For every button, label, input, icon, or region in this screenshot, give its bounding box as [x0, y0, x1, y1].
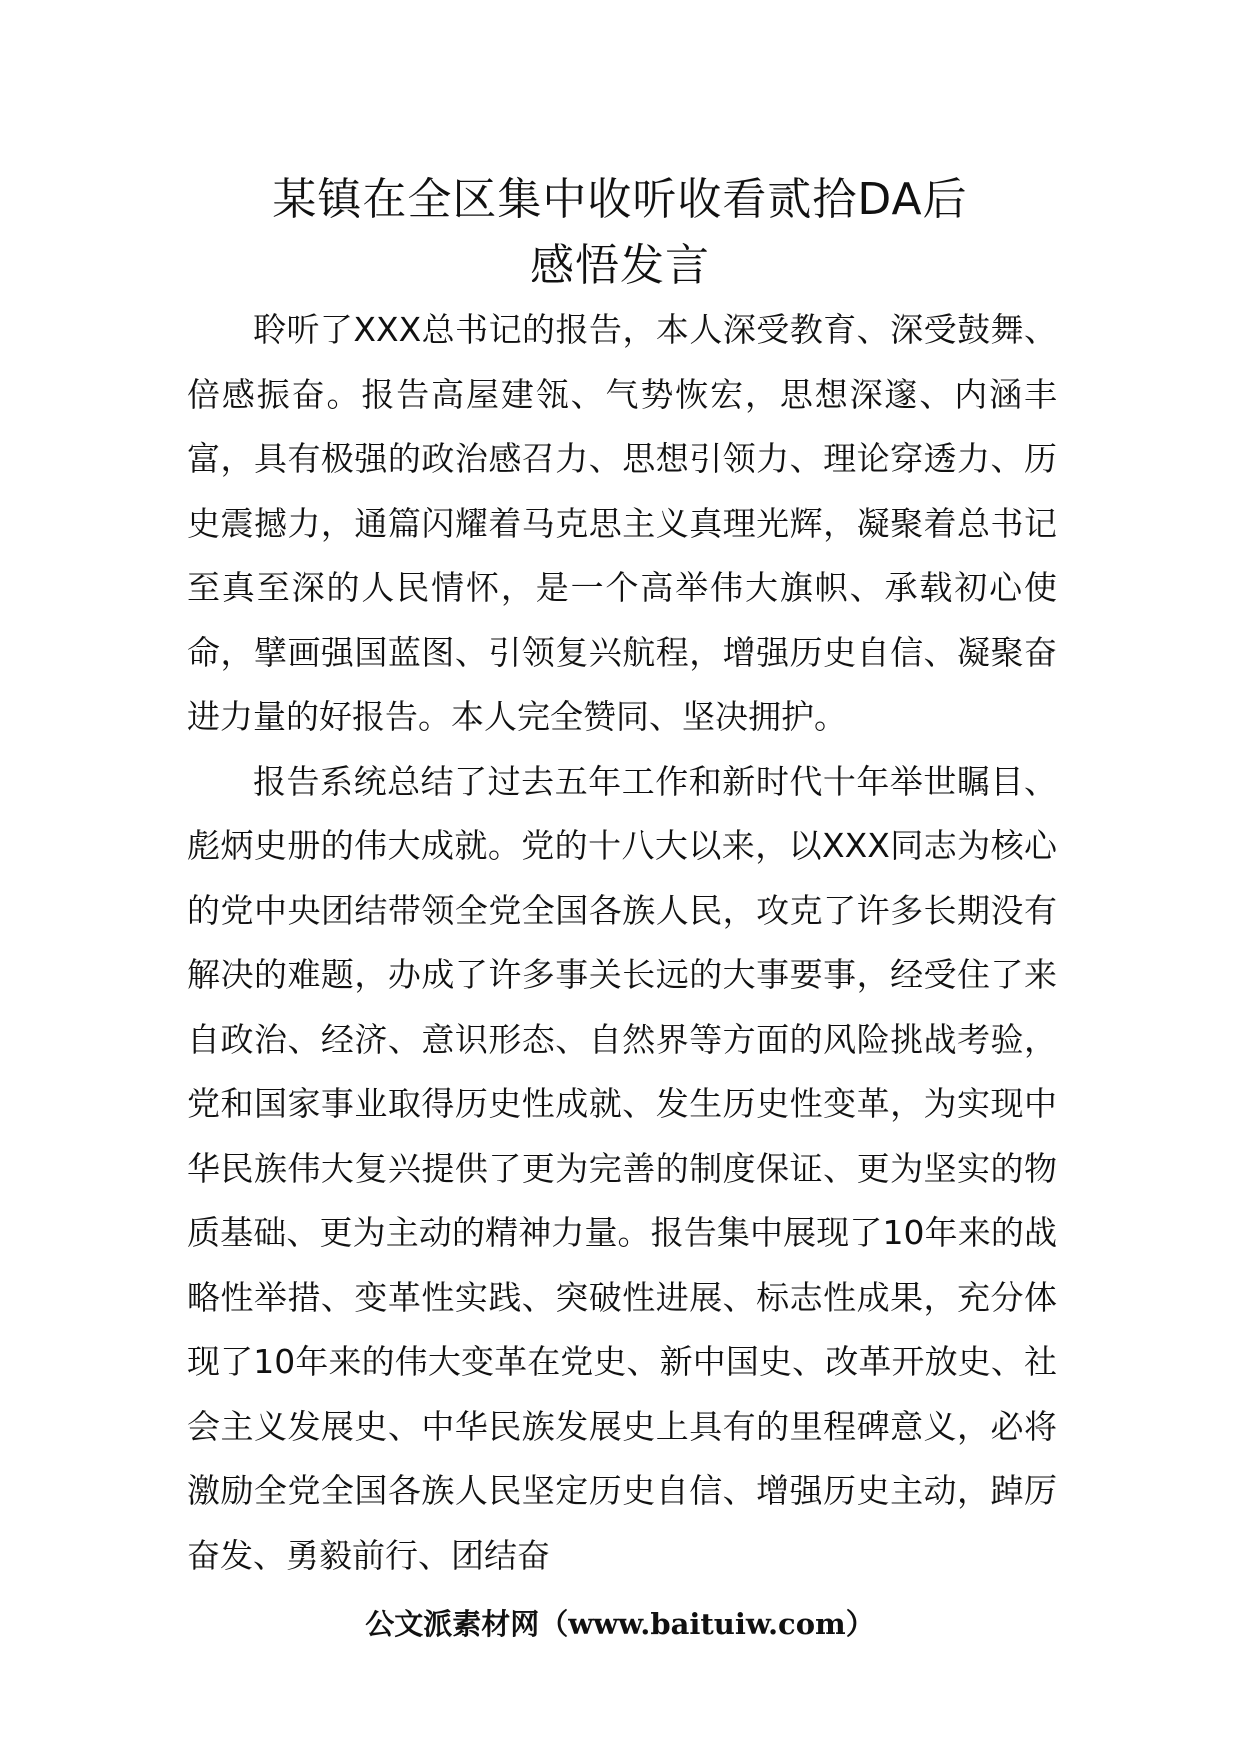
- footer-source-watermark: 公文派素材网（www.baituiw.com）: [365, 1607, 875, 1641]
- document-title-line-1: 某镇在全区集中收听收看贰拾DA后: [272, 174, 968, 225]
- paragraph-1: 聆听了XXX总书记的报告，本人深受教育、深受鼓舞、倍感振奋。报告高屋建瓴、气势恢宏，思想深邃、内涵丰富，具有极强的政治感召力、思想引领力、理论穿透力、历史震撼力，通篇闪耀着马克思主义真理光辉，凝聚着总书记至真至深的人民情怀，是一个高举伟大旗帜、承载初心使命，擘画强国蓝图、引领复兴航程，增强历史自信、凝聚奋进力量的好报告。本人完全赞同、坚决拥护。: [187, 310, 1057, 736]
- document-body: [187, 298, 1057, 1588]
- document-title-line-2: 感悟发言: [530, 240, 710, 291]
- paragraph-2: 报告系统总结了过去五年工作和新时代十年举世瞩目、彪炳史册的伟大成就。党的十八大以来，以XXX同志为核心的党中央团结带领全党全国各族人民，攻克了许多长期没有解决的难题，办成了许多事关长远的大事要事，经受住了来自政治、经济、意识形态、自然界等方面的风险挑战考验，党和国家事业取得历史性成就、发生历史性变革，为实现中华民族伟大复兴提供了更为完善的制度保证、更为坚实的物质基础、更为主动的精神力量。报告集中展现了10年来的战略性举措、变革性实践、突破性进展、标志性成果，充分体现了10年来的伟大变革在党史、新中国史、改革开放史、社会主义发展史、中华民族发展史上具有的里程碑意义，必将激励全党全国各族人民坚定历史自信、增强历史主动，踔厉奋发、勇毅前行、团结奋: [187, 761, 1057, 1575]
